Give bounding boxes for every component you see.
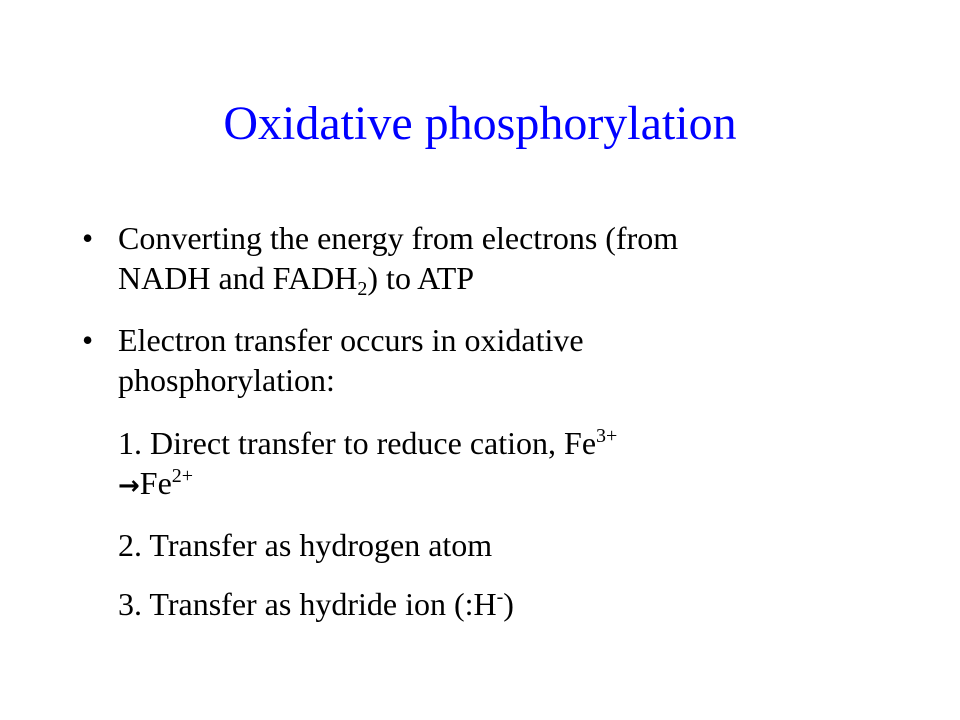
text-run: NADH and FADH [118, 260, 358, 296]
right-arrow-icon: → [118, 471, 140, 501]
bullet-text [118, 218, 858, 298]
text-run: Fe [139, 465, 172, 501]
superscript: - [496, 586, 504, 608]
subscript: 2 [357, 278, 368, 300]
numbered-item-3 [118, 584, 878, 624]
text-run: 1. Direct transfer to reduce cation, Fe [118, 425, 597, 461]
bullet-text [118, 320, 858, 400]
text-run: ) to ATP [367, 260, 475, 296]
bullet-line [118, 258, 858, 298]
bullet-line: phosphorylation: [118, 362, 335, 398]
bullet-line: Electron transfer occurs in oxidative [118, 322, 584, 358]
superscript: 2+ [171, 465, 194, 487]
text-run: ) [503, 586, 514, 622]
numbered-item-1-continuation [118, 463, 878, 506]
bullet-item [82, 218, 882, 298]
numbered-item-1 [118, 423, 878, 463]
text-run: 3. Transfer as hydride ion (:H [118, 586, 497, 622]
bullet-line: Converting the energy from electrons (from [118, 220, 679, 256]
bullet-marker: • [82, 322, 94, 358]
numbered-item-2: 2. Transfer as hydrogen atom [118, 527, 493, 563]
superscript: 3+ [596, 425, 618, 447]
slide-title: Oxidative phosphorylation [223, 97, 737, 150]
bullet-marker: • [82, 220, 94, 256]
bullet-item [82, 320, 882, 400]
